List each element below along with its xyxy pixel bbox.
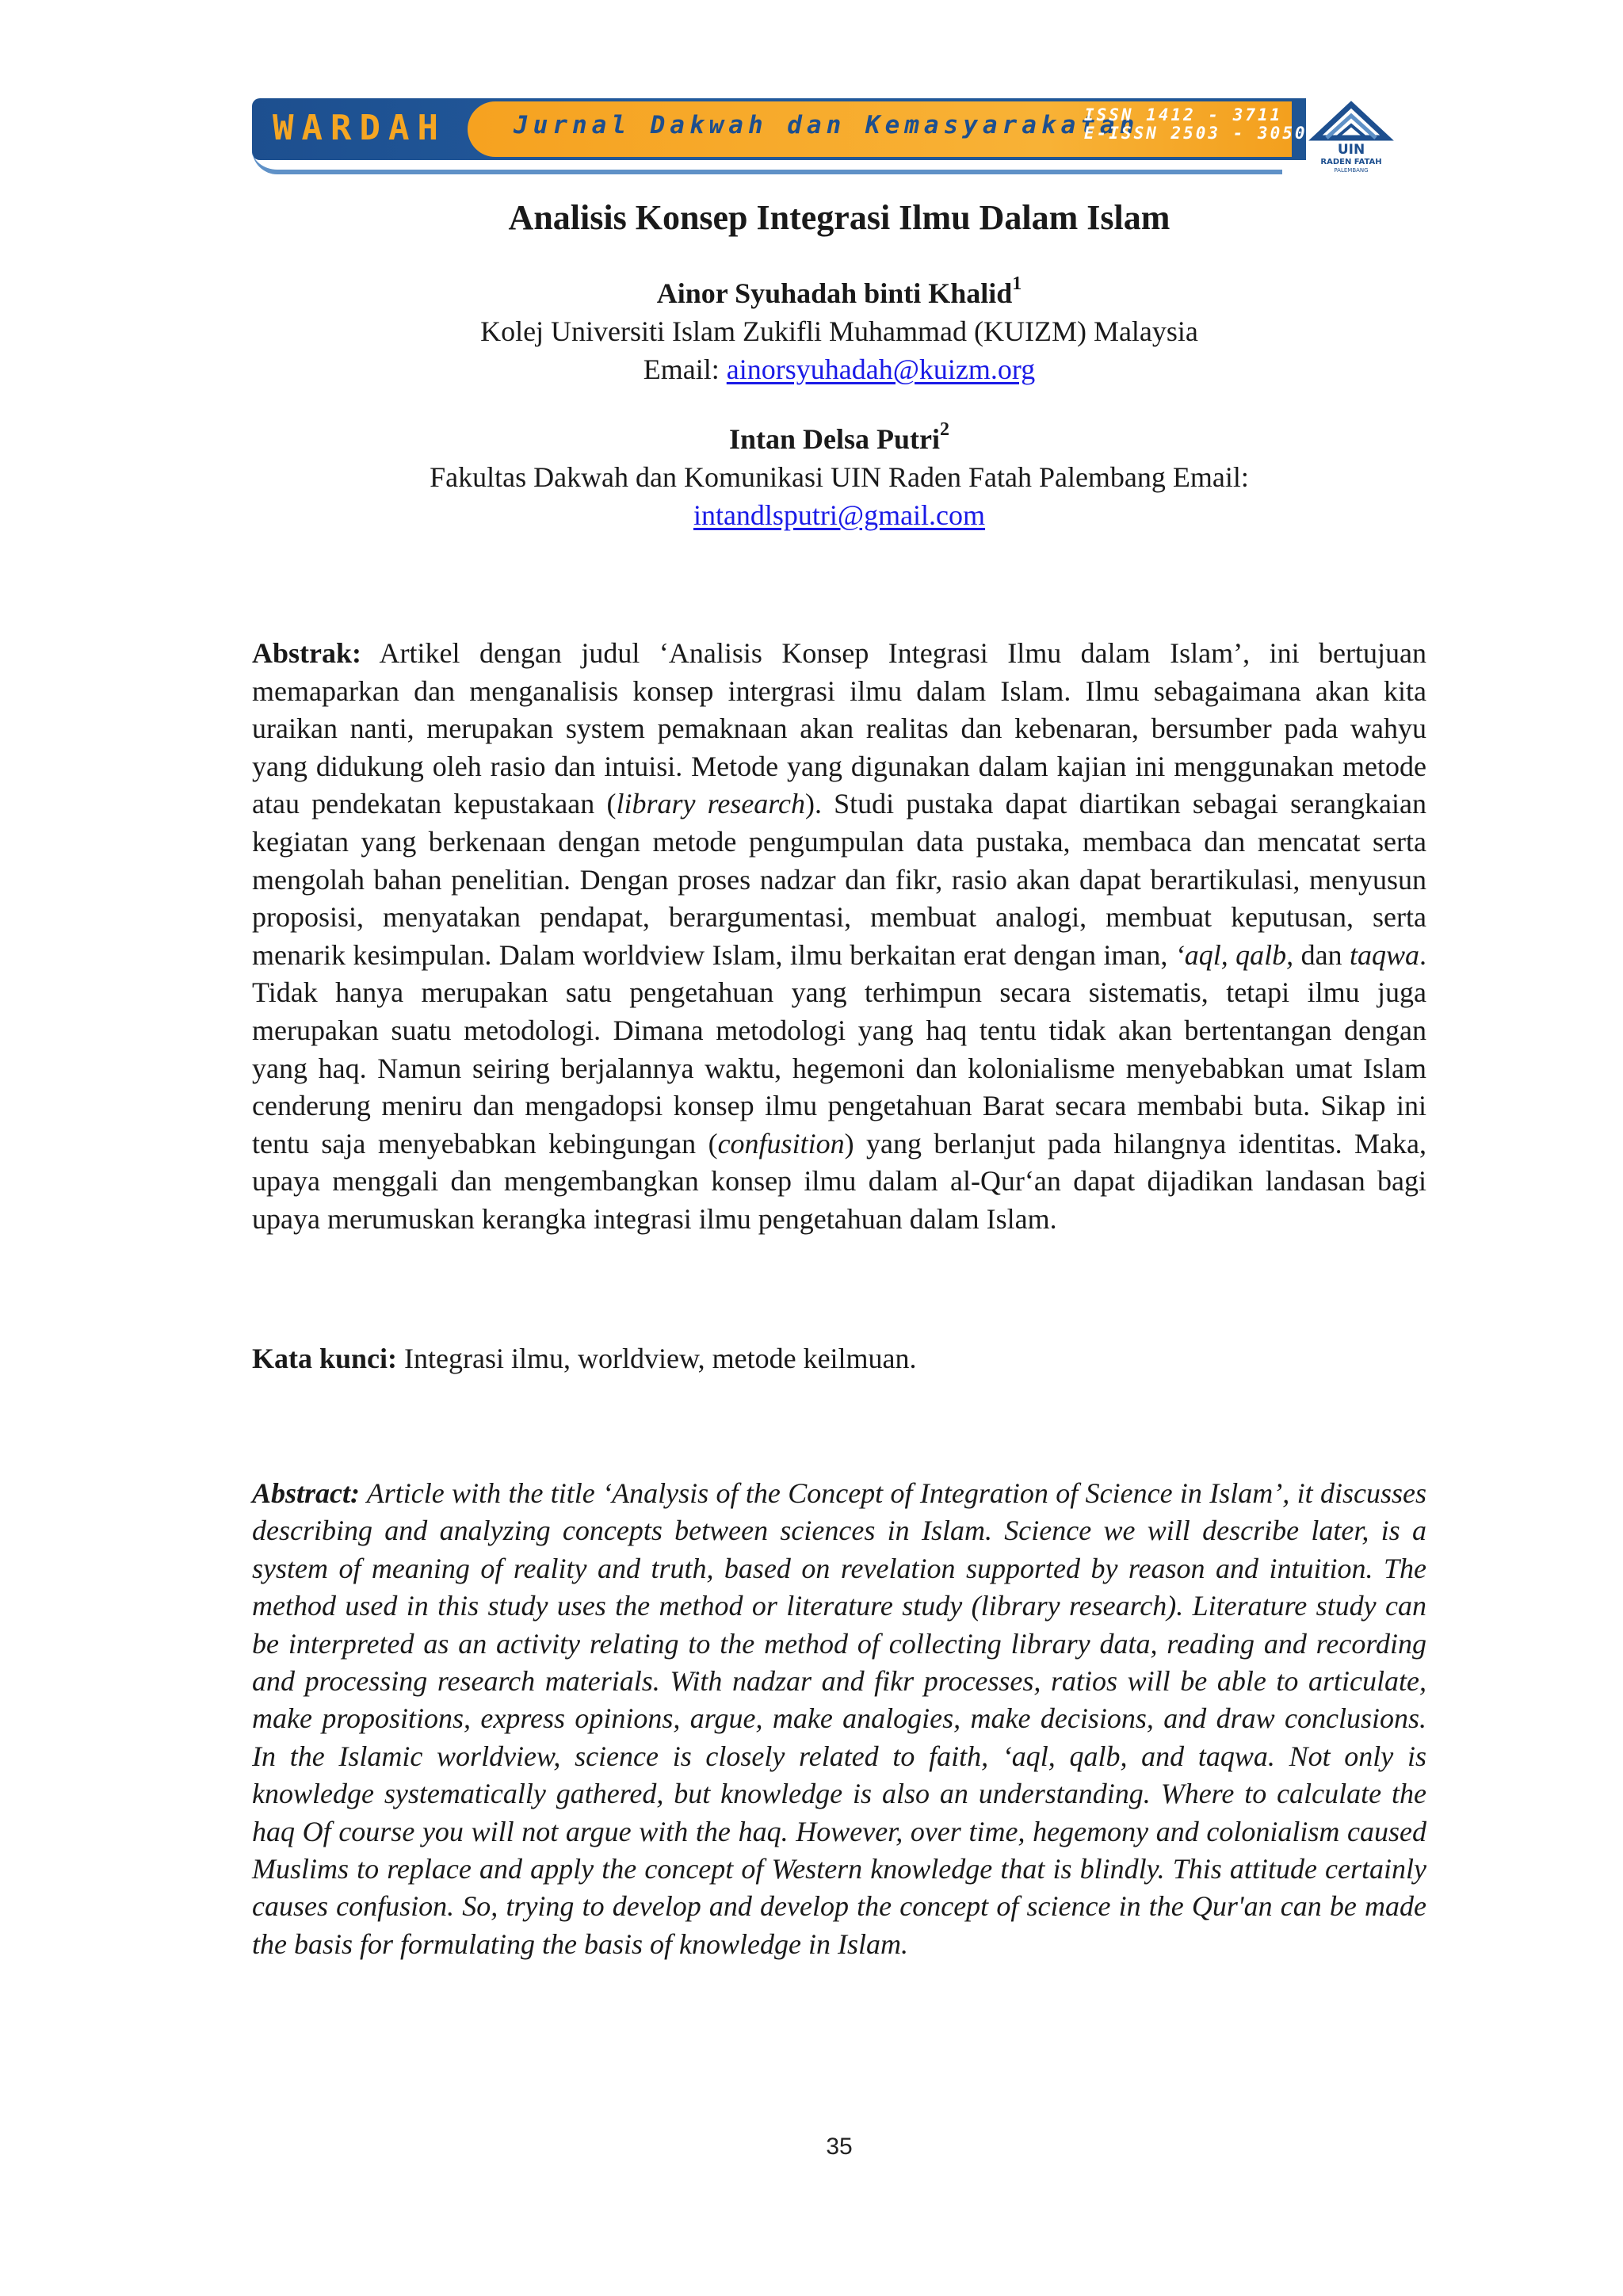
abstrak-italic-4: confusition (717, 1127, 845, 1159)
logo-text: UIN (1337, 142, 1365, 158)
abstrak-italic-1: library research (616, 788, 805, 820)
abstrak-italic-3: taqwa (1349, 938, 1419, 971)
journal-subtitle: Jurnal Dakwah dan Kemasyarakatan (514, 111, 1140, 139)
author-name-2 (252, 420, 1426, 458)
abstrak-text-1: Artikel dengan judul ‘Analisis Konsep Integrasi Ilmu dalam Islam’, ini bertujuan memaparkan dan menganalisis konsep intergrasi ilmu dalam Islam. Ilmu sebagaimana akan kita uraikan nanti, merupakan system pemaknaan akan realitas dan kebenaran, bersumber pada wahyu yang didukung oleh rasio dan intuisi. Metode yang digunakan dalam kajian ini menggunakan metode atau pendekatan kepustakaan ( (252, 637, 1426, 820)
author-affiliation-1: Kolej Universiti Islam Zukifli Muhammad (KUIZM) Malaysia (480, 315, 1198, 347)
author-email-link-1[interactable]: ainorsyuhadah@kuizm.org (726, 353, 1036, 385)
author-name-1 (252, 274, 1426, 312)
issn-electronic: E-ISSN 2503 - 3050 (1084, 124, 1308, 143)
abstrak-text-3: dan (1293, 938, 1350, 971)
abstrak-label: Abstrak: (252, 637, 362, 669)
logo-caption-1: RADEN FATAH (1320, 158, 1382, 166)
author-name-text: Intan Delsa Putri (728, 423, 940, 455)
author-affiliation-2: Fakultas Dakwah dan Komunikasi UIN Raden Fatah Palembang Email: (430, 461, 1249, 493)
uin-raden-fatah-logo-icon (1308, 98, 1395, 174)
author-email-link-2[interactable]: intandlsputri@gmail.com (693, 499, 986, 531)
abstract-en-paragraph (252, 1475, 1426, 1963)
abstrak-text-4: . Tidak hanya merupakan satu pengetahuan yang terhimpun secara sistematis, tetapi ilmu juga merupakan suatu metodologi. Dimana metodologi yang haq tentu tidak akan bertentangan dengan yang haq. Namun seiring berjalannya waktu, hegemoni dan kolonialisme menyebabkan umat Islam cenderung meniru dan mengadopsi konsep ilmu pengetahuan Barat secara membabi buta. Sikap ini tentu saja menyebabkan kebingungan ( (252, 938, 1426, 1159)
journal-banner (252, 98, 1393, 174)
author-email-line-1 (252, 350, 1426, 388)
author-block-2 (252, 420, 1426, 534)
abstract-en-label: Abstract: (252, 1477, 361, 1509)
keywords-line (252, 1340, 1426, 1378)
logo-caption-2: PALEMBANG (1334, 167, 1369, 174)
keywords-text: Integrasi ilmu, worldview, metode keilmuan. (397, 1343, 917, 1374)
issn-print: ISSN 1412 - 3711 (1084, 105, 1283, 124)
journal-name: WARDAH (273, 108, 446, 148)
author-sup: 1 (1012, 273, 1022, 294)
abstrak-text-5: ) yang berlanjut pada hilangnya identitas. Maka, upaya menggali dan mengembangkan konsep ilmu dalam al-Qur‘an dapat dijadikan landasan bagi upaya merumuskan kerangka integrasi ilmu pengetahuan dalam Islam. (252, 1127, 1426, 1235)
author-email-line-2 (252, 496, 1426, 534)
abstrak-paragraph (252, 635, 1426, 1239)
keywords-label: Kata kunci: (252, 1343, 398, 1374)
paper-title: Analisis Konsep Integrasi Ilmu Dalam Islam (508, 198, 1170, 237)
page-number: 35 (826, 2134, 853, 2160)
author-name-text: Ainor Syuhadah binti Khalid (656, 277, 1013, 309)
author-block-1 (252, 274, 1426, 388)
author-sup: 2 (940, 419, 949, 440)
email-prefix: Email: (643, 353, 727, 385)
abstract-en-text: Article with the title ‘Analysis of the Concept of Integration of Science in Islam’, it discusses describing and analyzing concepts between sciences in Islam. Science we will describe later, is a system of meaning of reality and truth, based on revelation supported by reason and intuition. The method used in this study uses the method or literature study (library research). Literature study can be interpreted as an activity relating to the method of collecting library data, reading and recording and processing research materials. With nadzar and fikr processes, ratios will be able to articulate, make propositions, express opinions, argue, make analogies, make decisions, and draw conclusions. In the Islamic worldview, science is closely related to faith, ‘aql, qalb, and taqwa. Not only is knowledge systematically gathered, but knowledge is also an understanding. Where to calculate the haq Of course you will not argue with the haq. However, over time, hegemony and colonialism caused Muslims to replace and apply the concept of Western knowledge that is blindly. This attitude certainly causes confusion. So, trying to develop and develop the concept of science in the Qur'an can be made the basis for formulating the basis of knowledge in Islam. (252, 1477, 1426, 1960)
journal-issn (1084, 106, 1308, 143)
abstrak-italic-2: ‘aql, qalb, (1174, 938, 1294, 971)
abstrak-text-2: ). Studi pustaka dapat diartikan sebagai serangkaian kegiatan yang berkenaan dengan metode pengumpulan data pustaka, membaca dan mencatat serta mengolah bahan penelitian. Dengan proses nadzar dan fikr, rasio akan dapat berartikulasi, menyusun proposisi, menyatakan pendapat, berargumentasi, membuat analogi, membuat keputusan, serta menarik kesimpulan. Dalam worldview Islam, ilmu berkaitan erat dengan iman, (252, 788, 1426, 971)
